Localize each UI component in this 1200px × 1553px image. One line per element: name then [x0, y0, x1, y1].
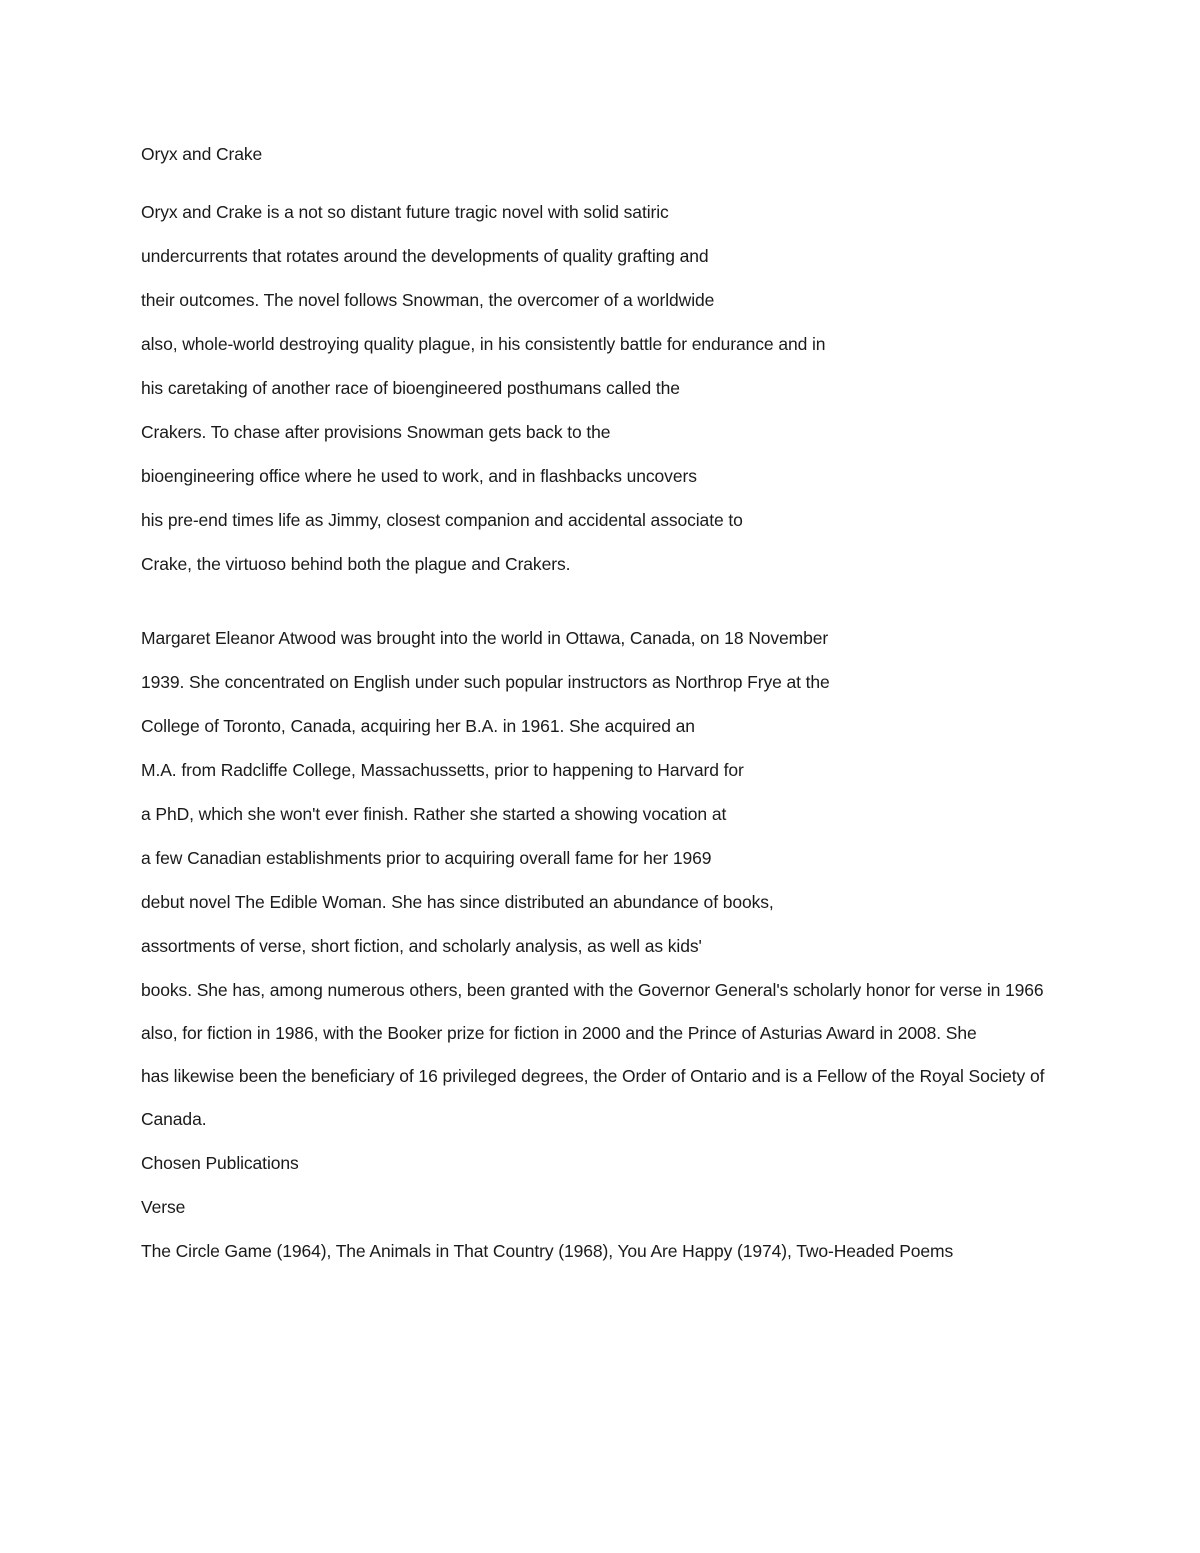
p2-line-4: M.A. from Radcliffe College, Massachussetts, prior to happening to Harvard for: [141, 760, 744, 780]
section-heading: Chosen Publications: [141, 1153, 299, 1173]
p2-line-9: books. She has, among numerous others, been granted with the Governor General's scholarly honor for verse in 1966: [141, 980, 1044, 1000]
p2-line-5: a PhD, which she won't ever finish. Rather she started a showing vocation at: [141, 804, 727, 824]
p1-line-8: his pre-end times life as Jimmy, closest companion and accidental associate to: [141, 510, 743, 530]
p2-line-1: Margaret Eleanor Atwood was brought into the world in Ottawa, Canada, on 18 November: [141, 628, 829, 648]
verse-publications-line: The Circle Game (1964), The Animals in That Country (1968), You Are Happy (1974), Two-Headed Poems: [141, 1241, 954, 1261]
subheading-verse: Verse: [141, 1197, 186, 1217]
p1-line-2: undercurrents that rotates around the developments of quality grafting and: [141, 246, 709, 266]
document-body: [141, 140, 1056, 1266]
p2-line-10: also, for fiction in 1986, with the Booker prize for fiction in 2000 and the Prince of Asturias Award in 2008. She: [141, 1023, 977, 1043]
p2-line-6: a few Canadian establishments prior to acquiring overall fame for her 1969: [141, 848, 712, 868]
p1-line-5: his caretaking of another race of bioengineered posthumans called the: [141, 378, 680, 398]
p1-line-6: Crakers. To chase after provisions Snowman gets back to the: [141, 422, 611, 442]
p2-line-12: Canada.: [141, 1109, 207, 1129]
p2-line-8: assortments of verse, short fiction, and scholarly analysis, as well as kids': [141, 936, 702, 956]
p1-line-7: bioengineering office where he used to work, and in flashbacks uncovers: [141, 466, 697, 486]
document-title: Oryx and Crake: [141, 144, 263, 164]
p1-line-4: also, whole-world destroying quality plague, in his consistently battle for endurance and in: [141, 334, 826, 354]
p2-line-11: has likewise been the beneficiary of 16 privileged degrees, the Order of Ontario and is a Fellow of the Royal Society of: [141, 1066, 1045, 1086]
p2-line-7: debut novel The Edible Woman. She has since distributed an abundance of books,: [141, 892, 774, 912]
p1-line-9: Crake, the virtuoso behind both the plague and Crakers.: [141, 554, 571, 574]
p1-line-1: Oryx and Crake is a not so distant future tragic novel with solid satiric: [141, 202, 669, 222]
p2-line-3: College of Toronto, Canada, acquiring her B.A. in 1961. She acquired an: [141, 716, 695, 736]
p1-line-3: their outcomes. The novel follows Snowman, the overcomer of a worldwide: [141, 290, 715, 310]
p2-line-2: 1939. She concentrated on English under such popular instructors as Northrop Frye at the: [141, 672, 830, 692]
